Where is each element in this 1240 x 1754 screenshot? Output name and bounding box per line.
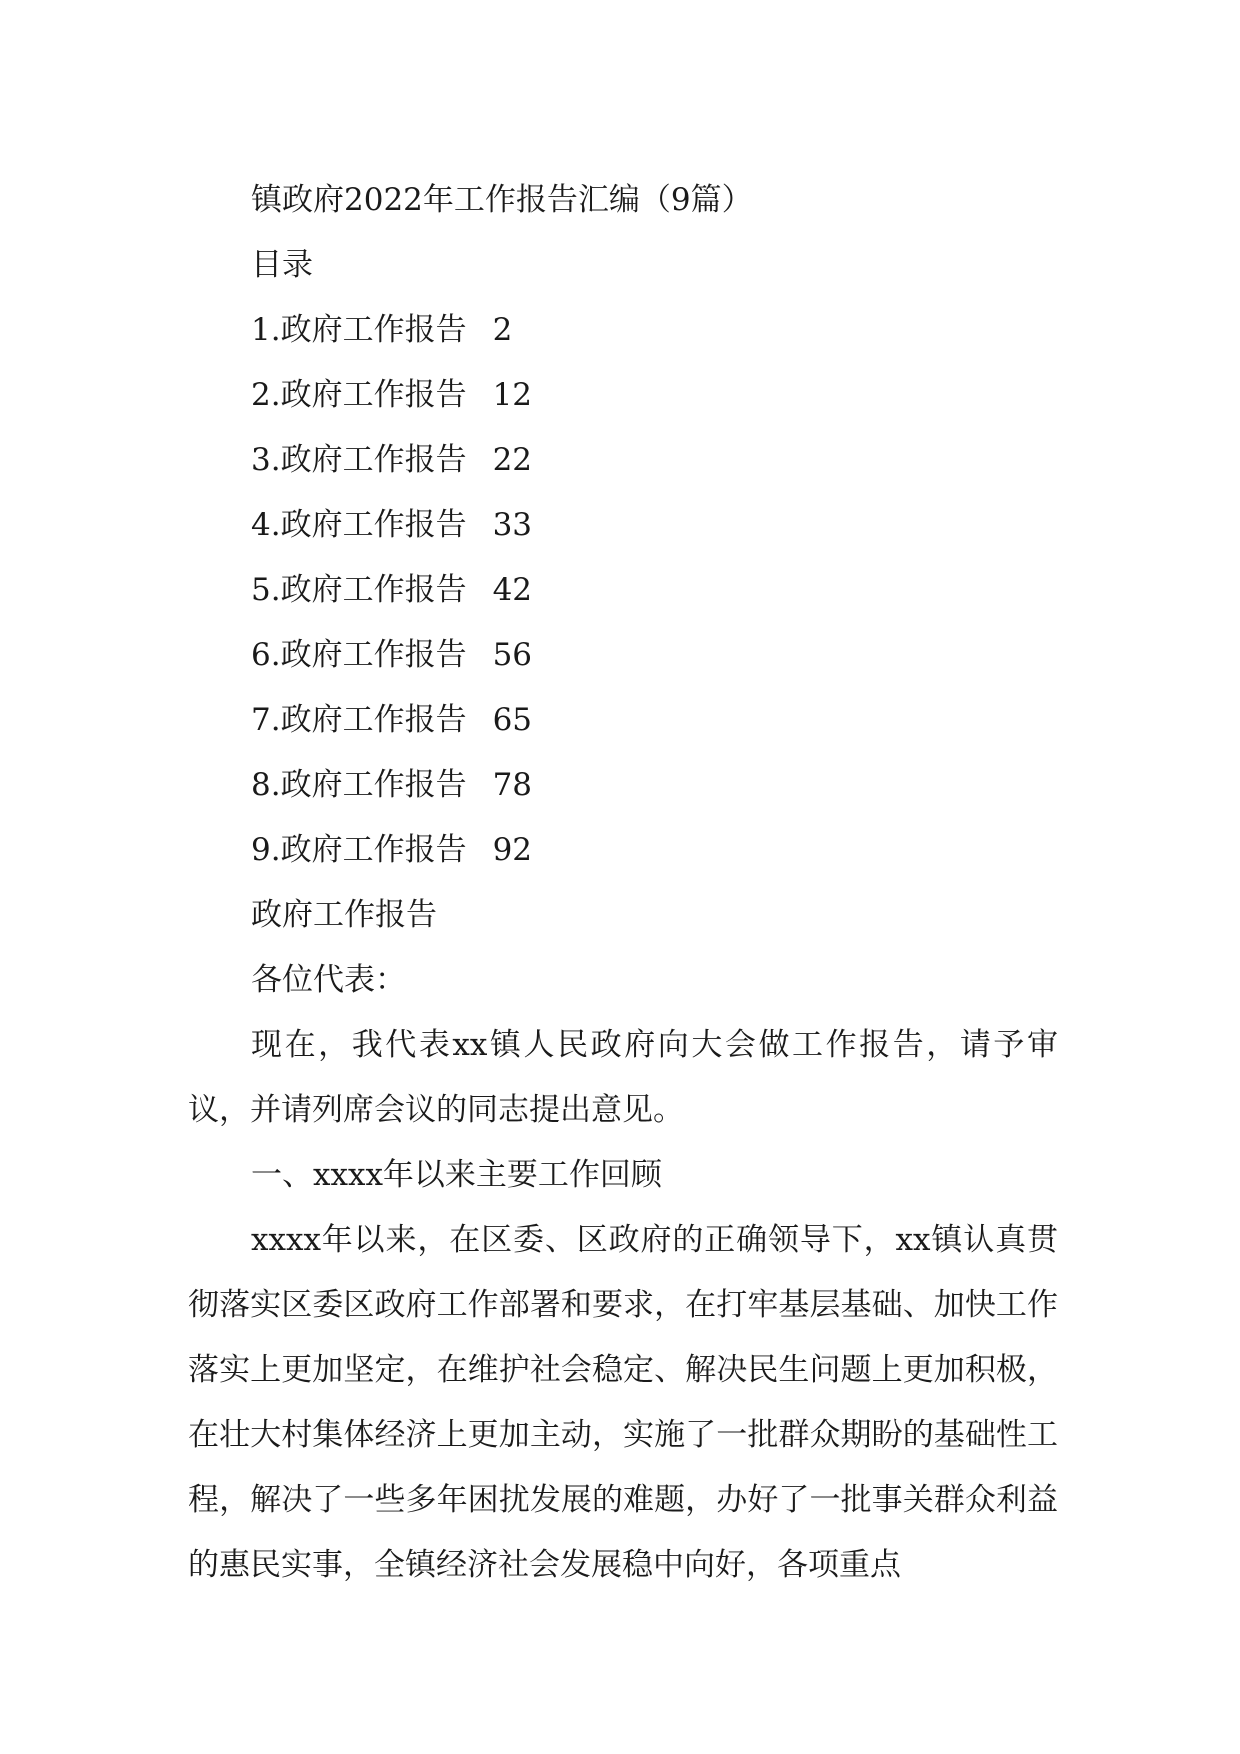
toc-item-label: 5.政府工作报告 xyxy=(251,572,467,608)
toc-item-page: 22 xyxy=(492,442,533,478)
toc-item-label: 9.政府工作报告 xyxy=(251,832,467,868)
toc-item-label: 2.政府工作报告 xyxy=(251,377,467,413)
toc-item[interactable] xyxy=(188,753,1088,818)
toc-item[interactable] xyxy=(188,428,1088,493)
toc-item[interactable] xyxy=(188,558,1088,623)
toc-item-page: 33 xyxy=(492,507,533,543)
toc-item-label: 3.政府工作报告 xyxy=(251,442,467,478)
toc-item[interactable] xyxy=(188,298,1088,363)
toc-item-page: 42 xyxy=(492,572,533,608)
toc-item-label: 4.政府工作报告 xyxy=(251,507,467,543)
toc-item-label: 1.政府工作报告 xyxy=(251,312,467,348)
table-of-contents xyxy=(188,298,1088,883)
toc-item[interactable] xyxy=(188,493,1088,558)
body-paragraph: xxxx年以来，在区委、区政府的正确领导下，xx镇认真贯彻落实区委区政府工作部署和要求，在打牢基层基础、加快工作落实上更加坚定，在维护社会稳定、解决民生问题上更加积极，在壮大村集体经济上更加主动，实施了一批群众期盼的基础性工程，解决了一些多年困扰发展的难题，办好了一批事关群众利益的惠民实事，全镇经济社会发展稳中向好，各项重点 xyxy=(188,1222,1058,1583)
toc-item-label: 8.政府工作报告 xyxy=(251,767,467,803)
toc-item[interactable] xyxy=(188,818,1088,883)
toc-item[interactable] xyxy=(188,688,1088,753)
toc-item-page: 78 xyxy=(492,767,533,803)
toc-item-label: 7.政府工作报告 xyxy=(251,702,467,738)
toc-item-page: 2 xyxy=(492,312,513,348)
toc-item-page: 92 xyxy=(492,832,533,868)
section-heading: 一、xxxx年以来主要工作回顾 xyxy=(251,1157,662,1193)
toc-item-label: 6.政府工作报告 xyxy=(251,637,467,673)
toc-heading: 目录 xyxy=(251,247,313,283)
toc-item-page: 56 xyxy=(492,637,533,673)
toc-item-page: 65 xyxy=(492,702,533,738)
toc-item-page: 12 xyxy=(492,377,533,413)
toc-item[interactable] xyxy=(188,363,1088,428)
toc-item[interactable] xyxy=(188,623,1088,688)
document-body xyxy=(188,168,1088,1598)
report-heading: 政府工作报告 xyxy=(251,897,437,933)
salutation: 各位代表： xyxy=(251,962,406,998)
intro-paragraph: 现在，我代表xx镇人民政府向大会做工作报告，请予审议，并请列席会议的同志提出意见。 xyxy=(188,1027,1058,1128)
document-title: 镇政府2022年工作报告汇编（9篇） xyxy=(251,182,753,218)
